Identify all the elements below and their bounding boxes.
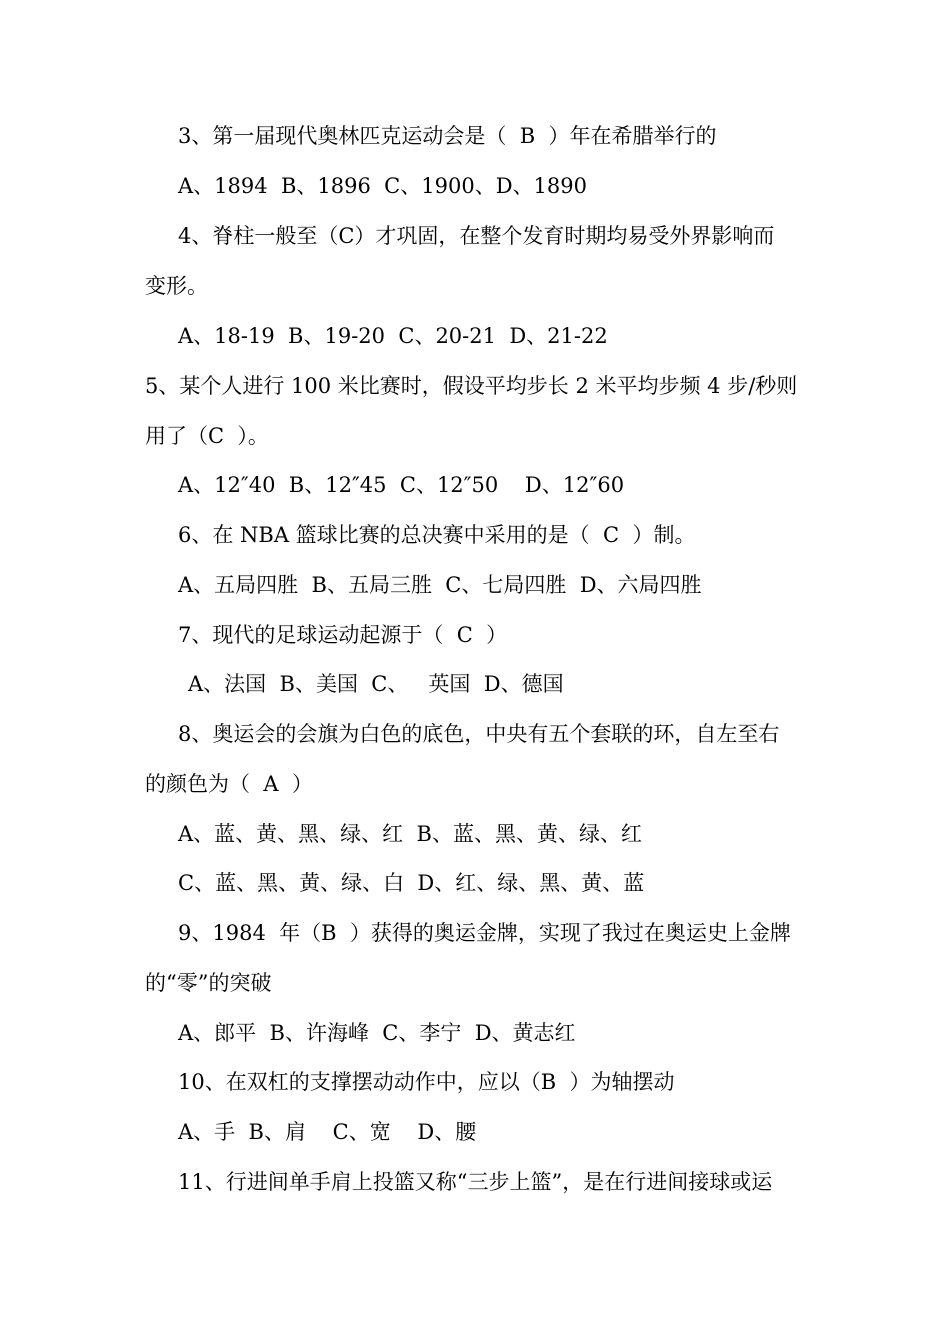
question-5: 5、某个人进行 100 米比赛时，假设平均步长 2 米平均步频 4 步/秒则 (145, 374, 798, 398)
question-8-options-ab: A、蓝、黄、黑、绿、红 B、蓝、黑、黄、绿、红 (178, 822, 642, 846)
question-4: 4、脊柱一般至（C）才巩固，在整个发育时期均易受外界影响而 (178, 224, 775, 248)
question-8-options-cd: C、蓝、黑、黄、绿、白 D、红、绿、黑、黄、蓝 (178, 871, 645, 895)
question-5-options: A、12″40 B、12″45 C、12″50 D、12″60 (178, 473, 625, 497)
question-4-continued: 变形。 (145, 274, 208, 298)
question-6-options: A、五局四胜 B、五局三胜 C、七局四胜 D、六局四胜 (178, 573, 702, 597)
question-3: 3、第一届现代奥林匹克运动会是（ B ）年在希腊举行的 (178, 124, 717, 148)
question-6: 6、在 NBA 篮球比赛的总决赛中采用的是（ C ）制。 (178, 523, 696, 547)
question-10: 10、在双杠的支撑摆动动作中，应以（B ）为轴摆动 (178, 1070, 675, 1094)
question-8: 8、奥运会的会旗为白色的底色，中央有五个套联的环，自左至右 (178, 722, 780, 746)
question-9-options: A、郎平 B、许海峰 C、李宁 D、黄志红 (178, 1021, 576, 1045)
question-5-continued: 用了（C ）。 (145, 424, 269, 448)
question-3-options: A、1894 B、1896 C、1900、D、1890 (178, 174, 587, 198)
question-9: 9、1984 年（B ）获得的奥运金牌，实现了我过在奥运史上金牌 (178, 921, 791, 945)
question-8-continued: 的颜色为（ A ） (145, 772, 313, 796)
question-7-options: A、法国 B、美国 C、 英国 D、德国 (188, 672, 564, 696)
question-11: 11、行进间单手肩上投篮又称“三步上篮”，是在行进间接球或运 (178, 1170, 773, 1194)
question-4-options: A、18-19 B、19-20 C、20-21 D、21-22 (178, 324, 608, 348)
question-7: 7、现代的足球运动起源于（ C ） (178, 623, 508, 647)
question-9-continued: 的“零”的突破 (145, 971, 272, 995)
question-10-options: A、手 B、肩 C、宽 D、腰 (178, 1120, 477, 1144)
